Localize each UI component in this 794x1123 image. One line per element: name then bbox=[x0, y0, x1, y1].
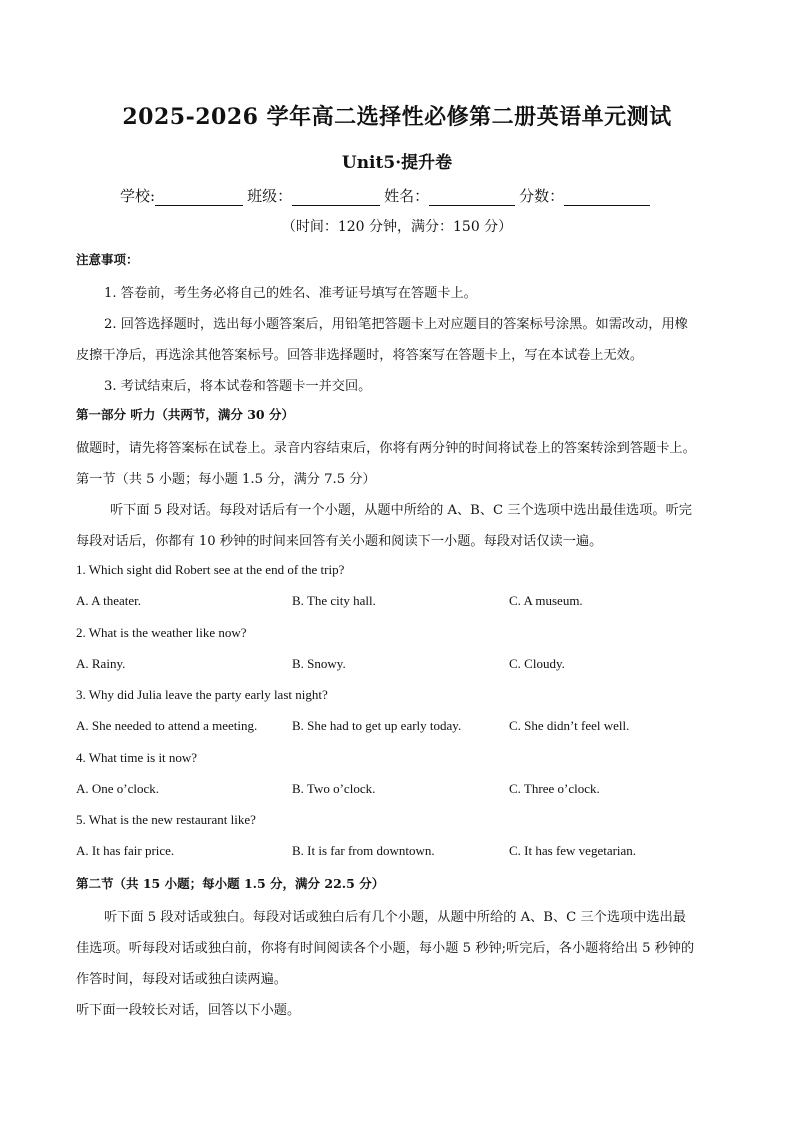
student-info-row bbox=[120, 185, 654, 206]
score-blank[interactable] bbox=[564, 189, 650, 206]
note-item: 1. 答卷前，考生务必将自己的姓名、准考证号填写在答题卡上。 bbox=[104, 286, 477, 301]
option-b[interactable]: B. It is far from downtown. bbox=[292, 843, 435, 858]
question-stem: 3. Why did Julia leave the party early last night? bbox=[76, 687, 328, 702]
option-b[interactable]: B. She had to get up early today. bbox=[292, 718, 462, 733]
time-info: （时间：120 分钟，满分：150 分） bbox=[281, 219, 513, 235]
notes-heading: 注意事项： bbox=[76, 252, 139, 267]
section1-heading: 第一节（共 5 小题；每小题 1.5 分，满分 7.5 分） bbox=[76, 472, 376, 487]
section1-intro-continued: 每段对话后，你都有 10 秒钟的时间来回答有关小题和阅读下一小题。每段对话仅读一遍。 bbox=[76, 534, 603, 549]
section2-heading: 第二节（共 15 小题；每小题 1.5 分，满分 22.5 分） bbox=[76, 876, 385, 891]
option-b[interactable]: B. Two o’clock. bbox=[292, 781, 376, 796]
note-item: 2. 回答选择题时，选出每小题答案后，用铅笔把答题卡上对应题目的答案标号涂黑。如需改动，用橡 bbox=[104, 317, 688, 332]
section2-intro-continued: 作答时间，每段对话或独白读两遍。 bbox=[76, 972, 287, 987]
option-c[interactable]: C. She didn’t feel well. bbox=[509, 718, 630, 733]
question-stem: 1. Which sight did Robert see at the end of the trip? bbox=[76, 562, 345, 577]
option-b[interactable]: B. The city hall. bbox=[292, 593, 376, 608]
question-stem: 5. What is the new restaurant like? bbox=[76, 812, 256, 827]
option-a[interactable]: A. A theater. bbox=[76, 593, 141, 608]
class-blank[interactable] bbox=[292, 189, 380, 206]
option-c[interactable]: C. It has few vegetarian. bbox=[509, 843, 637, 858]
question-stem: 4. What time is it now? bbox=[76, 750, 198, 765]
option-a[interactable]: A. One o’clock. bbox=[76, 781, 160, 796]
class-label: 班级： bbox=[247, 187, 293, 205]
option-b[interactable]: B. Snowy. bbox=[292, 656, 346, 671]
option-a[interactable]: A. Rainy. bbox=[76, 656, 126, 671]
name-blank[interactable] bbox=[429, 189, 515, 206]
section1-intro: 听下面 5 段对话。每段对话后有一个小题，从题中所给的 A、B、C 三个选项中选出最佳选项。听完 bbox=[110, 503, 692, 518]
option-c[interactable]: C. A museum. bbox=[509, 593, 583, 608]
note-item-continued: 皮擦干净后，再选涂其他答案标号。回答非选择题时，将答案写在答题卡上，写在本试卷上无效。 bbox=[76, 348, 644, 363]
note-item: 3. 考试结束后，将本试卷和答题卡一并交回。 bbox=[104, 379, 372, 394]
score-label: 分数： bbox=[519, 187, 565, 205]
option-c[interactable]: C. Three o’clock. bbox=[509, 781, 600, 796]
school-label: 学校: bbox=[120, 187, 156, 205]
exam-subtitle: Unit5·提升卷 bbox=[341, 153, 453, 173]
option-a[interactable]: A. It has fair price. bbox=[76, 843, 175, 858]
option-a[interactable]: A. She needed to attend a meeting. bbox=[76, 718, 258, 733]
school-blank[interactable] bbox=[155, 189, 243, 206]
part1-heading: 第一部分 听力（共两节，满分 30 分） bbox=[76, 407, 294, 422]
part1-instruction: 做题时，请先将答案标在试卷上。录音内容结束后，你将有两分钟的时间将试卷上的答案转涂到答题卡上。 bbox=[76, 441, 696, 456]
section2-intro-continued: 佳选项。听每段对话或独白前，你将有时间阅读各个小题，每小题 5 秒钟;听完后，各小题将给出 5 秒钟的 bbox=[76, 941, 695, 956]
section2-intro: 听下面 5 段对话或独白。每段对话或独白后有几个小题，从题中所给的 A、B、C 三个选项中选出最 bbox=[104, 910, 686, 925]
section2-lead: 听下面一段较长对话，回答以下小题。 bbox=[76, 1003, 301, 1018]
exam-title: 2025-2026 学年高二选择性必修第二册英语单元测试 bbox=[122, 104, 672, 130]
option-c[interactable]: C. Cloudy. bbox=[509, 656, 565, 671]
question-stem: 2. What is the weather like now? bbox=[76, 625, 247, 640]
name-label: 姓名： bbox=[384, 187, 430, 205]
